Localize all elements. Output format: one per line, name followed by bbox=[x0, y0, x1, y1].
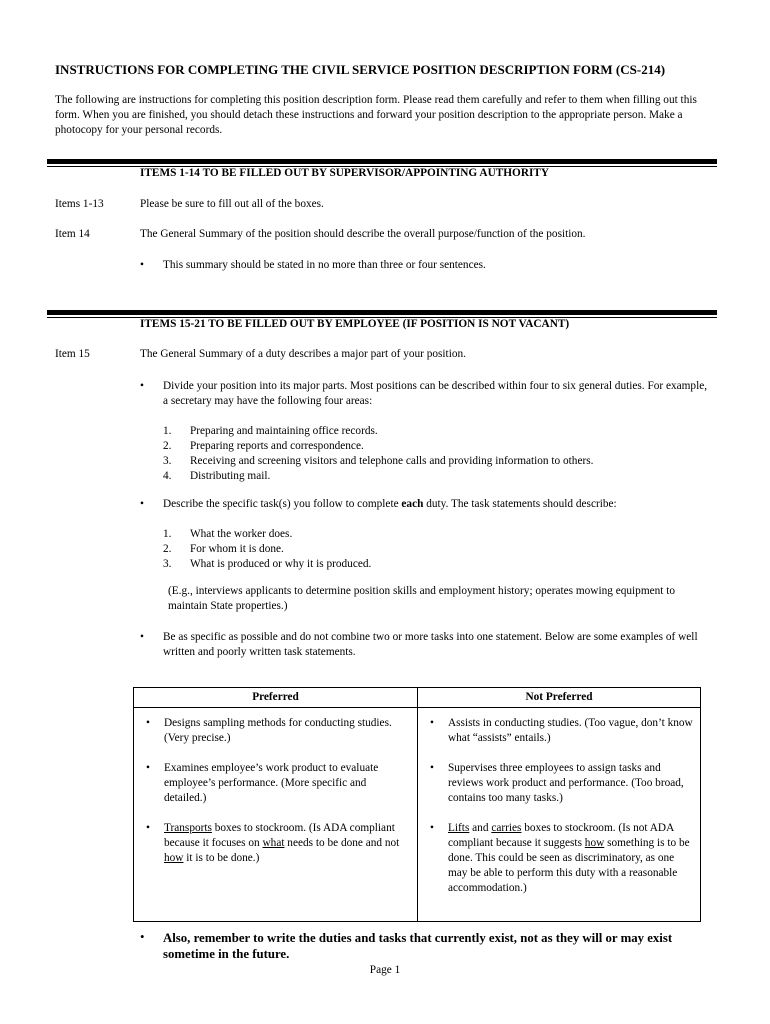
list-item: Preparing reports and correspondence. bbox=[190, 440, 364, 452]
items-1-13-label: Items 1-13 bbox=[55, 198, 104, 210]
bullet2-post: duty. The task statements should describe: bbox=[423, 498, 617, 510]
document-title: INSTRUCTIONS FOR COMPLETING THE CIVIL SERVICE POSITION DESCRIPTION FORM (CS-214) bbox=[55, 62, 666, 77]
example-text: Supervises three employees to assign tasks and reviews work product and performance. (Too broad, contains too many tasks.) bbox=[448, 762, 684, 804]
bullet-icon: • bbox=[430, 717, 434, 729]
underlined-word: carries bbox=[491, 822, 522, 834]
table-bottom-left bbox=[134, 911, 418, 922]
list-item: Distributing mail. bbox=[190, 470, 271, 482]
underlined-word: what bbox=[262, 837, 285, 849]
bullet-icon: • bbox=[430, 822, 434, 834]
bullet-icon: • bbox=[146, 717, 150, 729]
bullet-icon: • bbox=[140, 631, 144, 643]
column-header-preferred: Preferred bbox=[134, 688, 418, 708]
list-item bbox=[140, 821, 411, 866]
bullet-icon: • bbox=[140, 498, 144, 510]
example-text: Examines employee’s work product to evaluate employee’s performance. (More specific and detailed.) bbox=[164, 762, 379, 804]
bullet2-pre: Describe the specific task(s) you follow to complete bbox=[163, 498, 402, 510]
summary-bullet: This summary should be stated in no more than three or four sentences. bbox=[163, 259, 486, 271]
list-item bbox=[424, 761, 694, 806]
list-number: 4. bbox=[163, 470, 172, 482]
item-15-label: Item 15 bbox=[55, 348, 90, 360]
intro-paragraph: The following are instructions for completing this position description form. Please read them carefully and refer to them when filling out this form. When you are finished, you should detach these instructions and forward your position description to the appropriate person. Make a photocopy for your personal records. bbox=[55, 94, 697, 136]
list-number: 3. bbox=[163, 558, 172, 570]
list-item: For whom it is done. bbox=[190, 543, 284, 555]
bullet-icon: • bbox=[140, 380, 144, 392]
underlined-word: Transports bbox=[164, 822, 212, 834]
bullet-icon: • bbox=[140, 930, 145, 944]
items-1-13-text: Please be sure to fill out all of the boxes. bbox=[140, 198, 324, 210]
task-statement-table bbox=[133, 687, 701, 922]
not-preferred-column bbox=[418, 708, 701, 912]
list-item bbox=[140, 761, 411, 806]
list-number: 2. bbox=[163, 543, 172, 555]
list-item bbox=[424, 821, 694, 896]
list-number: 3. bbox=[163, 455, 172, 467]
example-text: boxes to stockroom. (Is not ADA compliant because it suggests bbox=[448, 822, 674, 849]
preferred-column bbox=[134, 708, 418, 912]
section2-heading: ITEMS 15-21 TO BE FILLED OUT BY EMPLOYEE (IF POSITION IS NOT VACANT) bbox=[140, 318, 570, 330]
bullet-icon: • bbox=[140, 259, 144, 271]
list-item: What is produced or why it is produced. bbox=[190, 558, 372, 570]
bullet-icon: • bbox=[430, 762, 434, 774]
list-item: Preparing and maintaining office records. bbox=[190, 425, 378, 437]
example-text: something is to be done. This could be seen as discriminatory, as one may be able to perform this duty with a reasonable accommodation.) bbox=[448, 837, 690, 894]
item-14-label: Item 14 bbox=[55, 228, 90, 240]
example-text: Designs sampling methods for conducting studies. (Very precise.) bbox=[164, 717, 392, 744]
example-text: boxes to stockroom. (Is ADA compliant because it focuses on bbox=[164, 822, 395, 849]
bullet2-bold: each bbox=[401, 498, 424, 510]
divide-position-bullet: Divide your position into its major parts. Most positions can be described within four to six general duties. For example, a secretary may have the following four areas: bbox=[163, 380, 708, 407]
example-text: needs to be done and not bbox=[284, 837, 400, 849]
list-item bbox=[424, 716, 694, 746]
example-note: (E.g., interviews applicants to determine position skills and employment history; operates mowing equipment to maintain State properties.) bbox=[168, 585, 676, 612]
section1-heading: ITEMS 1-14 TO BE FILLED OUT BY SUPERVISOR/APPOINTING AUTHORITY bbox=[140, 167, 550, 179]
list-item bbox=[140, 716, 411, 746]
underlined-word: how bbox=[584, 837, 605, 849]
bullet-icon: • bbox=[146, 822, 150, 834]
specific-tasks-bullet bbox=[163, 497, 708, 512]
section2-rule-thick bbox=[47, 310, 717, 315]
bullet-icon: • bbox=[146, 762, 150, 774]
list-number: 1. bbox=[163, 528, 172, 540]
example-text: it is to be done.) bbox=[183, 852, 260, 864]
be-specific-bullet: Be as specific as possible and do not combine two or more tasks into one statement. Below are some examples of well written and poorly written task statements. bbox=[163, 631, 698, 658]
item-14-text: The General Summary of the position should describe the overall purpose/function of the position. bbox=[140, 228, 586, 240]
table-bottom-right bbox=[418, 911, 701, 922]
example-text: and bbox=[469, 822, 492, 834]
underlined-word: Lifts bbox=[448, 822, 470, 834]
column-header-not-preferred: Not Preferred bbox=[418, 688, 701, 708]
final-note: Also, remember to write the duties and tasks that currently exist, not as they will or may exist sometime in the future. bbox=[163, 931, 673, 961]
list-item: Receiving and screening visitors and telephone calls and providing information to others. bbox=[190, 455, 594, 467]
underlined-word: how bbox=[164, 852, 184, 864]
example-text: Assists in conducting studies. (Too vague, don’t know what “assists” entails.) bbox=[448, 717, 693, 744]
section1-rule-thick bbox=[47, 159, 717, 164]
list-number: 1. bbox=[163, 425, 172, 437]
list-number: 2. bbox=[163, 440, 172, 452]
page-number: Page 1 bbox=[369, 964, 401, 976]
list-item: What the worker does. bbox=[190, 528, 293, 540]
item-15-text: The General Summary of a duty describes a major part of your position. bbox=[140, 348, 466, 360]
